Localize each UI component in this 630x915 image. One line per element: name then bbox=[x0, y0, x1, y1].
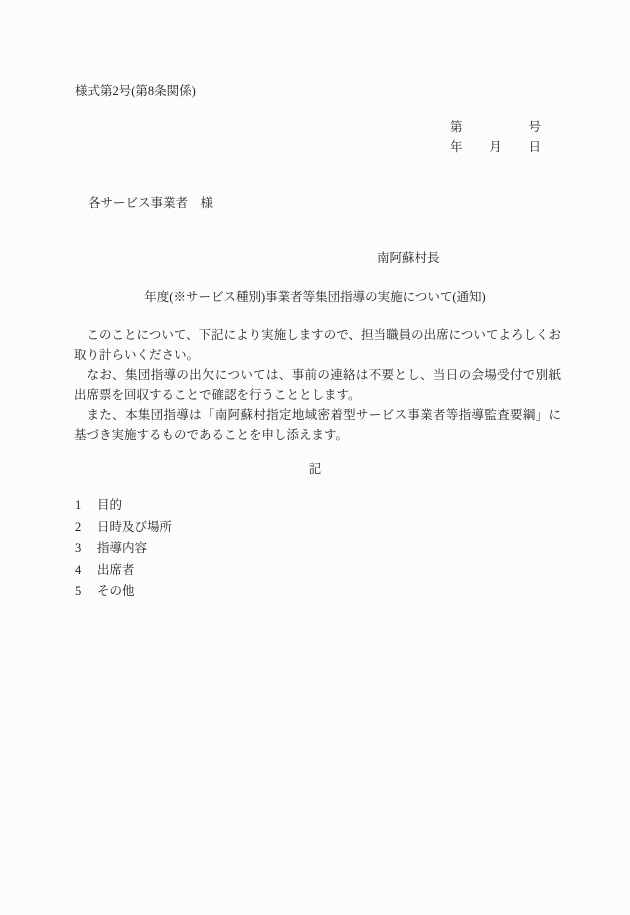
item-list bbox=[75, 495, 172, 603]
document-title: 年度(※サービス種別)事業者等集団指導の実施について(通知) bbox=[144, 290, 486, 304]
list-item-label: 日時及び場所 bbox=[97, 519, 173, 534]
doc-number-suffix: 号 bbox=[528, 120, 541, 134]
date-year-label: 年 bbox=[450, 140, 463, 154]
paragraph-2: なお、集団指導の出欠については、事前の連絡は不要とし、当日の会場受付で別紙出席票を回収することで確認を行うこととします。 bbox=[74, 368, 561, 402]
list-item-attendees bbox=[75, 560, 172, 582]
list-item-number: 1 bbox=[75, 498, 82, 512]
list-item-other bbox=[75, 581, 172, 603]
list-item-number: 2 bbox=[75, 519, 82, 534]
list-item-number: 4 bbox=[75, 562, 82, 577]
date-day-label: 日 bbox=[528, 140, 541, 154]
list-item-label: 目的 bbox=[97, 498, 123, 512]
list-item-label: 出席者 bbox=[97, 562, 135, 577]
list-item-number: 3 bbox=[75, 541, 82, 556]
paragraph-1: このことについて、下記により実施しますので、担当職員の出席についてよろしくお取り計らいください。 bbox=[74, 328, 561, 362]
paragraph-3: また、本集団指導は「南阿蘇村指定地域密着型サービス事業者等指導監査要綱」に基づき実施するものであることを申し添えます。 bbox=[74, 408, 561, 442]
list-item-purpose bbox=[75, 495, 172, 517]
list-item-guidance-content bbox=[75, 538, 172, 560]
sender: 南阿蘇村長 bbox=[377, 251, 440, 265]
list-item-label: 指導内容 bbox=[97, 541, 148, 556]
record-marker: 記 bbox=[308, 462, 322, 476]
date-month-label: 月 bbox=[489, 140, 502, 154]
list-item-label: その他 bbox=[97, 584, 135, 599]
addressee: 各サービス事業者 様 bbox=[88, 196, 214, 210]
body-text bbox=[74, 325, 561, 445]
form-number: 様式第2号(第8条関係) bbox=[75, 84, 196, 98]
document-number-line bbox=[450, 120, 541, 135]
list-item-datetime-place bbox=[75, 517, 172, 539]
list-item-number: 5 bbox=[75, 584, 82, 599]
doc-number-prefix: 第 bbox=[450, 120, 463, 134]
date-line bbox=[450, 140, 541, 155]
